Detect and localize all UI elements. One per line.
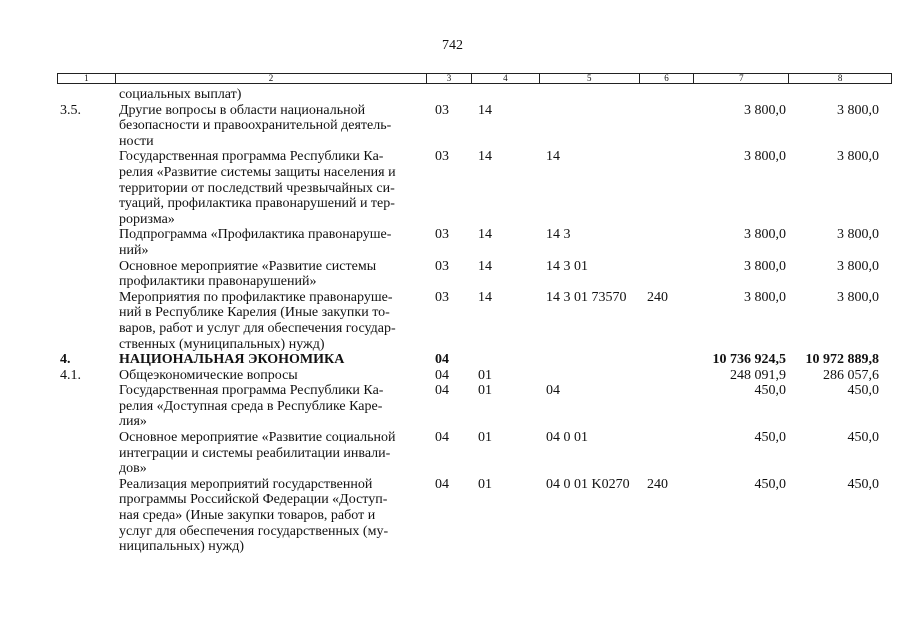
header-col-7: 7 (694, 74, 789, 83)
row-expense-type: 240 (647, 289, 668, 305)
row-name: Мероприятия по профилактике правонаруше- ний в Республике Карелия (Иные закупки то- варов, работ и услуг для обеспечения государ- ственных (муниципальных) нужд) (119, 289, 396, 352)
row-amount-2: 3 800,0 (837, 102, 879, 118)
table-column-numbers-header (57, 73, 892, 84)
row-expense-type (640, 368, 695, 384)
header-col-3: 3 (427, 74, 472, 83)
row-subsection: 14 (478, 289, 492, 305)
row-amount-2: 286 057,6 (823, 367, 879, 383)
row-section: 03 (435, 289, 449, 305)
row-expense-type (640, 149, 695, 227)
row-amount-2: 3 800,0 (837, 258, 879, 274)
row-target-code: 04 0 01 (546, 430, 588, 446)
row-amount-1: 3 800,0 (744, 149, 786, 165)
row-number (57, 383, 115, 430)
row-expense-type (640, 352, 695, 368)
row-amount-2: 3 800,0 (837, 289, 879, 305)
table-row (57, 477, 892, 555)
row-amount-2: 3 800,0 (837, 149, 879, 165)
row-number (57, 430, 115, 477)
row-subsection (472, 87, 540, 103)
row-target-code: 14 3 01 73570 (546, 289, 627, 305)
row-target-code (540, 352, 640, 368)
row-subsection: 14 (478, 149, 492, 165)
row-subsection: 01 (478, 476, 492, 492)
table-row (57, 430, 892, 477)
row-amount-1 (695, 87, 790, 103)
row-expense-type (640, 227, 695, 258)
table-row (57, 368, 892, 384)
row-amount-1: 3 800,0 (744, 289, 786, 305)
row-amount-1: 10 736 924,5 (712, 352, 786, 368)
row-name: социальных выплат) (119, 87, 242, 102)
row-amount-2 (790, 87, 892, 103)
row-section (427, 87, 472, 103)
row-subsection (472, 352, 540, 368)
row-section: 04 (435, 476, 449, 492)
row-amount-1: 450,0 (754, 476, 786, 492)
row-section: 03 (435, 149, 449, 165)
row-expense-type (640, 430, 695, 477)
row-number: 4. (60, 352, 71, 368)
table-row (57, 87, 892, 103)
row-name: Государственная программа Республики Ка- релия «Доступная среда в Республике Каре- лия» (119, 383, 384, 430)
row-target-code (540, 368, 640, 384)
row-subsection: 14 (478, 227, 492, 243)
row-subsection: 14 (478, 258, 492, 274)
table-row (57, 259, 892, 290)
row-amount-1: 3 800,0 (744, 227, 786, 243)
row-expense-type (640, 87, 695, 103)
header-col-2: 2 (116, 74, 427, 83)
table-row (57, 227, 892, 258)
row-amount-1: 450,0 (754, 383, 786, 399)
row-number (57, 477, 115, 555)
row-amount-2: 10 972 889,8 (805, 352, 879, 368)
row-expense-type (640, 383, 695, 430)
row-target-code (540, 103, 640, 150)
row-target-code: 04 (546, 383, 560, 399)
row-name: Реализация мероприятий государственной программы Российской Федерации «Доступ- ная среда» (Иные закупки товаров, работ и услуг для обеспечения государственных (му- ниципальных) нужд) (119, 476, 389, 555)
row-amount-1: 248 091,9 (730, 367, 786, 383)
row-name: Основное мероприятие «Развитие социальной интеграции и системы реабилитации инвали- дов» (119, 430, 396, 477)
table-row (57, 103, 892, 150)
row-amount-2: 450,0 (847, 383, 879, 399)
budget-table-body (57, 87, 892, 555)
table-row (57, 149, 892, 227)
row-section: 04 (435, 383, 449, 399)
header-col-1: 1 (58, 74, 116, 83)
row-target-code: 14 3 (546, 227, 571, 243)
row-amount-2: 3 800,0 (837, 227, 879, 243)
header-col-4: 4 (472, 74, 540, 83)
row-section: 04 (435, 367, 449, 383)
row-amount-1: 3 800,0 (744, 258, 786, 274)
row-subsection: 01 (478, 367, 492, 383)
row-subsection: 01 (478, 383, 492, 399)
row-target-code: 14 3 01 (546, 258, 588, 274)
row-number: 3.5. (60, 102, 81, 118)
row-section: 04 (435, 352, 449, 368)
row-number (57, 149, 115, 227)
row-amount-2: 450,0 (847, 476, 879, 492)
row-name: НАЦИОНАЛЬНАЯ ЭКОНОМИКА (119, 352, 345, 368)
row-subsection: 14 (478, 102, 492, 118)
row-name: Подпрограмма «Профилактика правонаруше- ний» (119, 227, 392, 258)
table-row (57, 290, 892, 352)
table-row (57, 383, 892, 430)
row-number (57, 290, 115, 352)
row-amount-1: 450,0 (754, 430, 786, 446)
row-section: 04 (435, 430, 449, 446)
row-target-code: 04 0 01 K0270 (546, 476, 630, 492)
header-col-6: 6 (640, 74, 695, 83)
row-name: Другие вопросы в области национальной безопасности и правоохранительной деятель- ности (119, 102, 392, 149)
row-amount-1: 3 800,0 (744, 102, 786, 118)
row-number (57, 259, 115, 290)
row-section: 03 (435, 258, 449, 274)
row-number (57, 87, 115, 103)
row-section: 03 (435, 227, 449, 243)
row-expense-type (640, 103, 695, 150)
page-number: 742 (442, 38, 463, 53)
header-col-8: 8 (837, 73, 843, 83)
row-expense-type (640, 259, 695, 290)
row-section: 03 (435, 102, 449, 118)
row-name: Государственная программа Республики Ка- релия «Развитие системы защиты населения и территории от последствий чрезвычайных си- туаций, профилактика правонарушений и тер- роризма» (119, 149, 396, 227)
row-expense-type: 240 (647, 476, 668, 492)
row-number (57, 227, 115, 258)
row-name: Общеэкономические вопросы (119, 367, 298, 383)
row-number: 4.1. (60, 367, 81, 383)
table-row (57, 352, 892, 368)
row-target-code (540, 87, 640, 103)
row-amount-2: 450,0 (847, 430, 879, 446)
row-target-code: 14 (546, 149, 560, 165)
row-name: Основное мероприятие «Развитие системы профилактики правонарушений» (119, 258, 377, 290)
row-subsection: 01 (478, 430, 492, 446)
header-col-5: 5 (540, 74, 640, 83)
